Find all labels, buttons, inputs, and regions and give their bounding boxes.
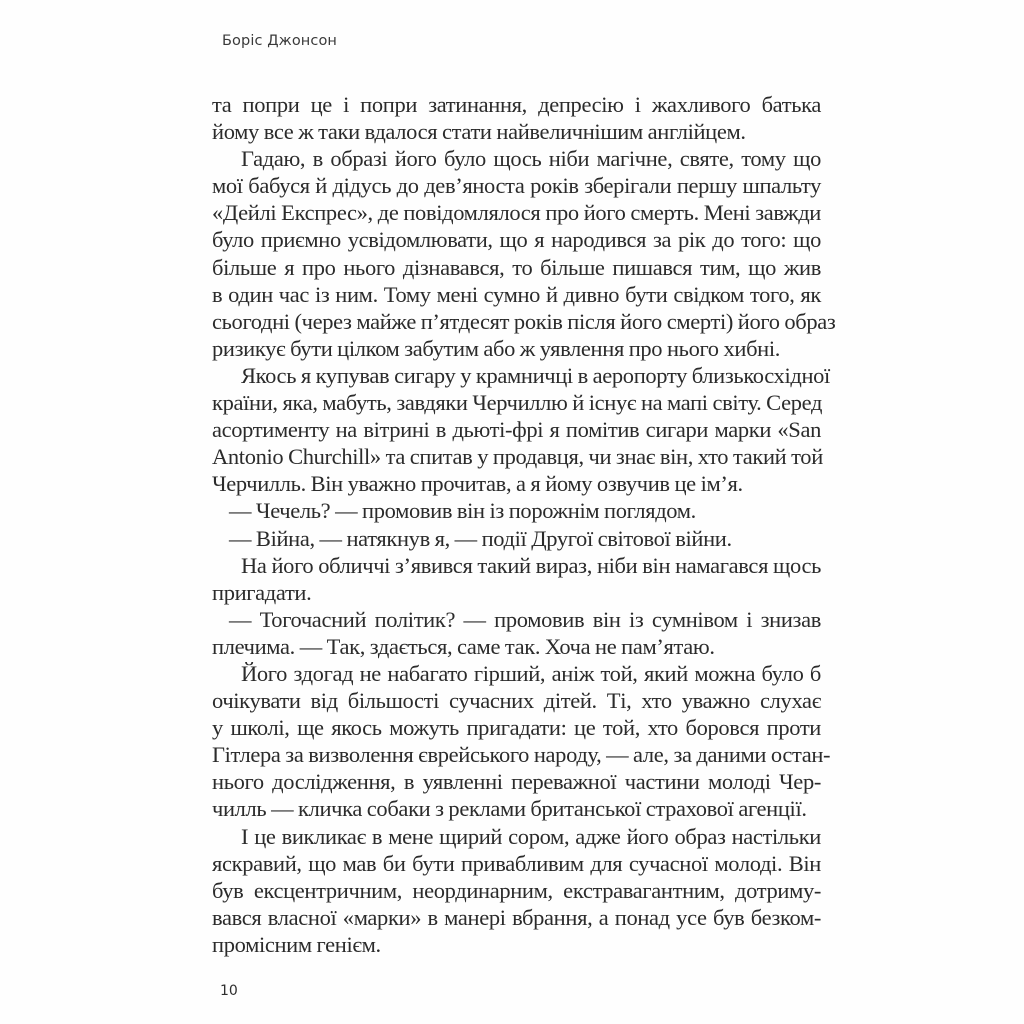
text-line: очікувати від більшості сучасних дітей. Ті, хто уважно слухає (212, 688, 821, 714)
text-line: яскравий, що мав би бути привабливим для сучасної молоді. Він (212, 850, 821, 876)
text-line: чилль — кличка собаки з реклами британської страхової агенції. (212, 796, 807, 822)
text-line: пригадати. (212, 579, 312, 605)
dialogue-line: — Чечель? — промовив він із порожнім поглядом. (229, 498, 696, 524)
paragraph-start-line: Якось я купував сигару у крамничці в аеропорту близькосхідної (241, 362, 830, 388)
running-head-author: Боріс Джонсон (222, 33, 337, 49)
text-line: Antonio Churchill» та спитав у продавця, чи знає він, хто такий той (212, 444, 823, 470)
text-line: промісним генієм. (212, 931, 381, 957)
text-line: був ексцентричним, неординарним, екстравагантним, дотриму- (212, 877, 821, 903)
text-line: та попри це і попри затинання, депресію і жахливого батька (212, 92, 821, 117)
paragraph-start-line: І це викликає в мене щирий сором, адже його образ настільки (241, 823, 821, 849)
text-line: мої бабуся й дідусь до дев’яноста років зберігали першу шпальту (212, 173, 821, 199)
paragraph-start-line: На його обличчі з’явився такий вираз, ніби він намагався щось (241, 552, 821, 578)
page-number: 10 (220, 983, 238, 999)
text-line: в один час із ним. Тому мені сумно й дивно бути свідком того, як (212, 281, 821, 307)
text-line: асортименту на вітрині в дьюті-фрі я помітив сигари марки «San (212, 417, 821, 443)
text-line: ризикує бути цілком забутим або ж уявлення про нього хибні. (212, 335, 781, 361)
text-line: вався власної «марки» в манері вбрання, а понад усе був безком- (212, 904, 821, 930)
text-line: йому все ж таки вдалося стати найвеличнішим англійцем. (212, 119, 746, 145)
text-line: плечима. — Так, здається, саме так. Хоча не пам’ятаю. (212, 633, 715, 659)
text-line: нього дослідження, в уявленні переважної частини молоді Чер- (212, 769, 821, 795)
paragraph-start-line: Гадаю, в образі його було щось ніби магічне, святе, тому що (241, 146, 821, 172)
body-text (212, 91, 836, 958)
text-line: «Дейлі Експрес», де повідомлялося про його смерть. Мені завжди (212, 200, 821, 226)
dialogue-line: — Тогочасний політик? — промовив він із сумнівом і знизав (229, 606, 821, 632)
paragraph-start-line: Його здогад не набагато гірший, аніж той, який можна було б (241, 660, 821, 686)
text-line: країни, яка, мабуть, завдяки Черчиллю й існує на мапі світу. Серед (212, 390, 823, 416)
text-line: Гітлера за визволення єврейського народу, — але, за даними остан- (212, 742, 831, 768)
text-line: було приємно усвідомлювати, що я народився за рік до того: що (212, 227, 821, 253)
dialogue-line: — Війна, — натякнув я, — події Другої світової війни. (229, 525, 732, 551)
text-line: сьогодні (через майже п’ятдесят років після його смерті) його образ (212, 308, 836, 334)
text-line: більше я про нього дізнавався, то більше пишався тим, що жив (212, 254, 821, 280)
text-line: Черчилль. Він уважно прочитав, а я йому озвучив це ім’я. (212, 471, 743, 497)
text-line: у школі, ще якось можуть пригадати: це той, хто боровся проти (212, 715, 821, 741)
